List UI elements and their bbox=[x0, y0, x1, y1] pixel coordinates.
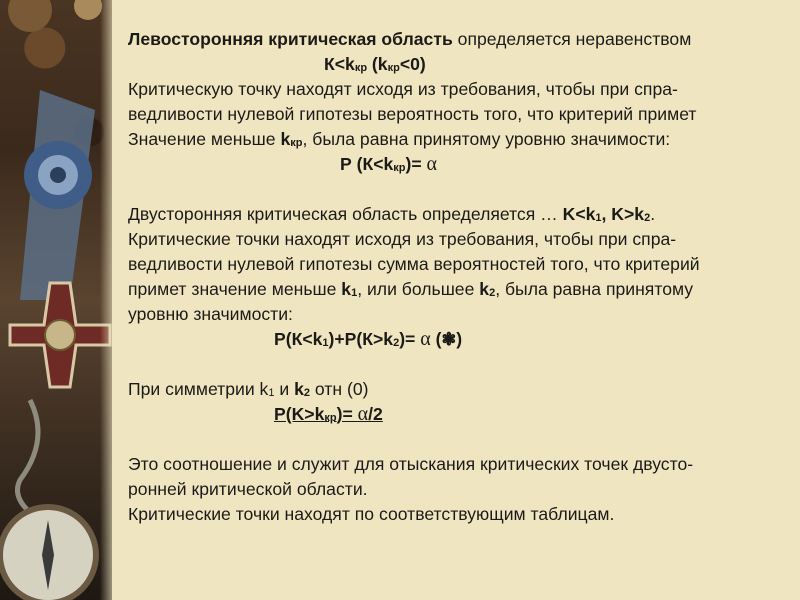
formula-sub: кр bbox=[324, 412, 337, 424]
formula-part: Р(К<k bbox=[274, 329, 323, 349]
formula-part: K<k bbox=[562, 204, 596, 224]
formula-probability-left bbox=[128, 152, 788, 177]
main-text bbox=[128, 27, 788, 527]
text-line bbox=[128, 202, 788, 227]
text-span: k bbox=[341, 279, 352, 299]
formula-sub: 2 bbox=[489, 287, 496, 299]
formula-part: Р (К<k bbox=[340, 154, 394, 174]
formula-part: Р(K>k bbox=[274, 404, 325, 424]
chain-shape bbox=[18, 400, 41, 520]
text-span: , была равна принятому bbox=[495, 279, 694, 299]
decorative-medal-image bbox=[0, 0, 112, 600]
formula-two-sided bbox=[128, 327, 788, 352]
text-span: примет значение меньше bbox=[128, 279, 342, 299]
formula-part: <0) bbox=[399, 54, 426, 74]
spacer bbox=[128, 352, 788, 377]
left-sided-term: Левосторонняя критическая область bbox=[128, 29, 453, 49]
formula-part: )= bbox=[336, 404, 358, 424]
alpha-symbol: α bbox=[426, 153, 438, 175]
medal-illustration bbox=[0, 0, 112, 600]
text-line bbox=[128, 377, 788, 402]
formula-part: ( bbox=[430, 329, 442, 349]
formula-sub: 2 bbox=[393, 337, 400, 349]
text-span: , была равна принятому уровню значимости: bbox=[302, 129, 671, 149]
rosette-center bbox=[50, 167, 66, 183]
chess-piece-shape bbox=[74, 0, 102, 20]
text-line: Это соотношение и служит для отыскания критических точек двусто- bbox=[128, 454, 694, 474]
text-span: При симметрии k bbox=[128, 379, 269, 399]
formula-sub: 2 bbox=[644, 212, 651, 224]
text-span: k bbox=[280, 129, 291, 149]
formula-left-sided bbox=[128, 52, 788, 77]
formula-sub: 1 bbox=[595, 212, 602, 224]
formula-part: ) bbox=[456, 329, 463, 349]
text-span: k bbox=[294, 379, 304, 399]
text-span: определяется неравенством bbox=[452, 29, 692, 49]
text-line: ронней критической области. bbox=[128, 479, 368, 499]
text-line: Критическую точку находят исходя из требования, чтобы при спра- bbox=[128, 79, 678, 99]
formula-sub: 1 bbox=[322, 337, 329, 349]
formula-part: )= bbox=[399, 329, 421, 349]
formula-symmetric bbox=[128, 402, 788, 427]
text-span: отн (0) bbox=[310, 379, 369, 399]
text-span: и bbox=[274, 379, 295, 399]
formula-part: )= bbox=[405, 154, 427, 174]
formula-part: (k bbox=[367, 54, 388, 74]
text-span: Двусторонняя критическая область определяется … bbox=[128, 204, 563, 224]
text-line bbox=[128, 277, 788, 302]
text-span: Значение меньше bbox=[128, 129, 281, 149]
paragraph-left-sided-heading bbox=[128, 27, 788, 52]
alpha-symbol: α bbox=[420, 328, 431, 350]
flower-symbol-icon: ❃ bbox=[441, 329, 457, 349]
spacer bbox=[128, 177, 788, 202]
formula-sub: кр bbox=[354, 62, 368, 74]
text-line: ведливости нулевой гипотезы сумма вероятностей того, что критерий bbox=[128, 254, 700, 274]
chess-piece-shape bbox=[8, 0, 52, 32]
text-line bbox=[128, 127, 788, 152]
formula-sub: 1 bbox=[268, 387, 275, 399]
formula-sub: 2 bbox=[303, 387, 311, 399]
text-line: Критические точки находят по соответствующим таблицам. bbox=[128, 504, 615, 524]
formula-part: )+Р(К>k bbox=[328, 329, 394, 349]
alpha-symbol: α bbox=[357, 403, 369, 425]
formula-sub: кр bbox=[290, 137, 303, 149]
text-span: . bbox=[650, 204, 656, 224]
spacer bbox=[128, 427, 788, 452]
formula-sub: кр bbox=[387, 62, 400, 74]
text-span: k bbox=[479, 279, 490, 299]
formula-sub: кр bbox=[393, 162, 406, 174]
formula-part: К<k bbox=[324, 54, 355, 74]
text-span: , или большее bbox=[357, 279, 480, 299]
text-line: уровню значимости: bbox=[128, 304, 293, 324]
formula-part: , K>k bbox=[601, 204, 645, 224]
text-line: ведливости нулевой гипотезы вероятность того, что критерий примет bbox=[128, 104, 697, 124]
formula-part: /2 bbox=[368, 404, 383, 424]
text-line: Критические точки находят исходя из требования, чтобы при спра- bbox=[128, 229, 677, 249]
formula-sub: 1 bbox=[351, 287, 358, 299]
